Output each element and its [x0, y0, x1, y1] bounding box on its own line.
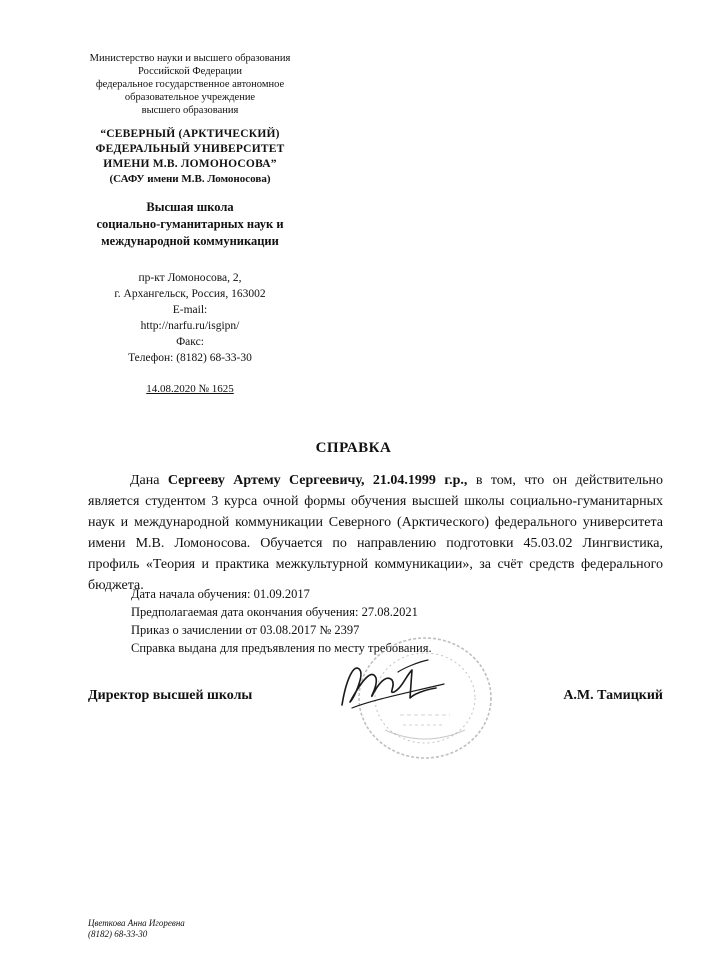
school-name-line: Высшая школа [146, 200, 234, 214]
signatory-position: Директор высшей школы [88, 688, 253, 703]
ministry-line: образовательное учреждение [124, 92, 256, 103]
executor-info [88, 918, 185, 940]
fax-label: Факс: [176, 336, 204, 348]
university-name-line: ИМЕНИ М.В. ЛОМОНОСОВА” [103, 158, 277, 170]
enrollment-order: Приказ о зачислении от 03.08.2017 № 2397 [131, 623, 360, 637]
email-label: E-mail: [172, 304, 208, 316]
address-line: г. Архангельск, Россия, 163002 [114, 288, 266, 300]
university-name-line: “СЕВЕРНЫЙ (АРКТИЧЕСКИЙ) [100, 128, 280, 140]
website-url: http://narfu.ru/isgipn/ [140, 320, 240, 332]
executor-name: Цветкова Анна Игоревна [88, 918, 185, 928]
ministry-line: федеральное государственное автономное [95, 79, 285, 90]
executor-phone: (8182) 68-33-30 [88, 929, 148, 939]
phone-line: Телефон: (8182) 68-33-30 [128, 352, 252, 364]
certificate-body [88, 470, 663, 596]
ministry-line: высшего образования [141, 105, 239, 116]
study-start-date: Дата начала обучения: 01.09.2017 [131, 587, 310, 601]
university-abbreviation: (САФУ имени М.В. Ломоносова) [109, 173, 271, 185]
document-title: СПРАВКА [315, 440, 392, 456]
university-name-line: ФЕДЕРАЛЬНЫЙ УНИВЕРСИТЕТ [95, 143, 285, 155]
school-name-line: социально-гуманитарных наук и [96, 217, 284, 231]
letterhead [60, 52, 320, 396]
address-line: пр-кт Ломоносова, 2, [138, 272, 242, 284]
ministry-line: Российской Федерации [138, 66, 242, 77]
document-date-number: 14.08.2020 № 1625 [146, 383, 234, 395]
signature-block [88, 688, 663, 712]
body-rest: в том, что он действительно является студентом 3 курса очной формы обучения высшей школы социально-гуманитарных наук и международной коммуникации Северного (Арктического) федерального университета имени М.В. Ломоносова. Обучается по направлению подготовки 45.03.02 Лингвистика, профиль «Теория и практика межкультурной коммуникации», за счёт средств федерального бюджета. [88, 473, 664, 593]
body-intro: Дана [130, 473, 168, 488]
student-name-dob: Сергееву Артему Сергеевичу, 21.04.1999 г.р., [167, 473, 468, 488]
ministry-line: Министерство науки и высшего образования [89, 53, 291, 64]
expected-end-date: Предполагаемая дата окончания обучения: 27.08.2021 [131, 605, 418, 619]
signatory-name: А.М. Тамицкий [563, 688, 663, 703]
school-name-line: международной коммуникации [101, 234, 279, 248]
issued-for-note: Справка выдана для предъявления по месту требования. [131, 641, 432, 655]
